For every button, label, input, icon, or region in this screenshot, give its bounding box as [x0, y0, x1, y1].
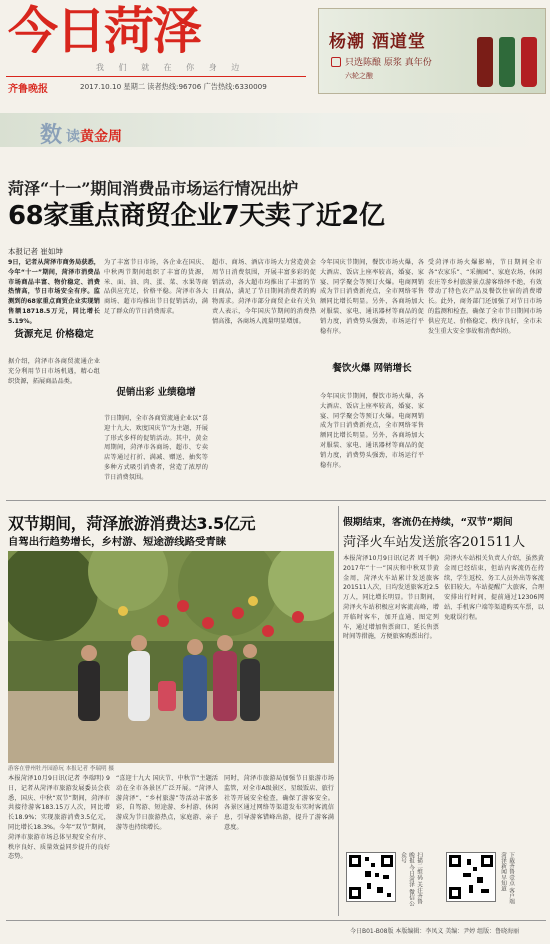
story1-col4a-text: 今年国庆节期间，餐饮市场火爆，各大酒店、饭店上座率较高，婚宴、家宴、同学聚会等预订火爆。电商网销成为节日消费新亮点，全市网络零售额同比增长明显。另外，各商场加大对服装、家电、通讯器材等商品的促销力度，消费势头强劲，市场运行平稳有序。: [320, 259, 424, 335]
ad-brand: 杨潮 酒道堂: [329, 32, 426, 52]
story2-photo-caption: 游客在曹州牡丹园游玩 本报记者 李瑞明 摄: [8, 766, 115, 772]
qr-code-icon: [347, 853, 395, 901]
story1-col5-text: 受菏泽市场火爆影响，节日期间全市各“农家乐”、“采摘园”、家庭农场、休闲农庄等乡村旅游景点游客络绎不绝，有效带动了特色农产品及餐饮住宿的消费增长。此外，商务部门还加强了对节日市场的监测和检查，确保了全市节日期间市场供应充足、价格稳定、秩序良好，全市未发生重大安全事故和消费纠纷。: [428, 259, 542, 335]
column-divider: [338, 506, 339, 916]
story1-heading-dine: 餐饮火爆 网销增长: [332, 363, 412, 374]
wine-bottle-icon: [521, 37, 537, 87]
section-banner-prefix: 读: [66, 129, 80, 145]
story1-col1-text: 据介绍，菏泽市各商贸流通企业充分利用节日市场机遇，精心组织货源，拓展商品品类。: [8, 358, 100, 385]
story1-heading-promo: 促销出彩 业绩稳增: [116, 387, 196, 398]
story2-subhead: 自驾出行趋势增长，乡村游、短途游线路受青睐: [8, 536, 227, 548]
story1-lead: [8, 258, 100, 326]
paper-name: 齐鲁晚报: [8, 84, 48, 95]
wine-bottle-icon: [477, 37, 493, 87]
story3-col2-text: 菏泽火车站相关负责人介绍，虽然黄金周已经结束，但站内客流仍在持续，学生返校、务工人员外出等客流依旧较大。车站提醒广大旅客，合理安排出行时间，提前通过12306网站、手机客户端等渠道购买车票，以免耽误行程。: [444, 555, 544, 621]
story2-col2-text: “喜迎十九大 国庆节、中秋节”主题活动在全市各景区广泛开展。“菏泽人游菏泽”、“乡村旅游”等活动丰富多彩，自驾游、短途游、乡村游、休闲游成为节日旅游热点，家庭游、亲子游等也持续增长。: [116, 775, 218, 831]
ad-slogan: 只选陈酿 原浆 真年份: [345, 58, 432, 68]
section-divider: [6, 500, 546, 501]
advertisement[interactable]: [318, 8, 546, 94]
story1-col2b-text: 节日期间，全市各商贸流通企业以“喜迎十九大、欢度国庆节”为主题，开展了形式多样的促销活动。其中，黄金周期间，菏泽市各商场、超市、专卖店等通过打折、满减、赠送、抽奖等多种方式吸引消费者，营造了浓厚的节日消费氛围。: [104, 415, 208, 481]
footer-divider: [6, 920, 546, 921]
section-banner-big-char: 数: [40, 122, 63, 148]
app-qr-code[interactable]: [446, 852, 496, 902]
section-banner-title: [66, 126, 122, 146]
story1-lead-text: 9日，记者从菏泽市商务局获悉，今年“十一”期间，菏泽市消费品市场商品丰富、物价稳定、消费热情高，节日市场安全有序。监测到的68家重点商贸企业实现销售额18718.5万元，同比增长5.19%。: [8, 259, 100, 325]
story3-headline: 菏泽火车站发送旅客201511人: [343, 535, 526, 550]
section-banner-name: 黄金周: [80, 129, 122, 145]
story1-subhead: 菏泽“十一”期间消费品市场运行情况出炉: [8, 179, 299, 198]
page-footer: 今日B01-B08版 本版编辑：李凤义 美编：尹婷 组版：鲁晓海丽: [350, 928, 520, 935]
story1-col2-text: 为了丰富节日市场，各企业在国庆、中秋两节期间组织了丰富的货源，米、面、油、肉、蛋、菜、水果等商品供应充足，价格平稳。菏泽市各大商场、超市均推出节日促销活动，满足了群众的节日消费需求。: [104, 259, 208, 315]
story1-col3-text: 超市、商场、酒店市场大力营造黄金周节日消费氛围，开展丰富多彩的促销活动，各大超市均推出了丰富的节日商品，满足了节日期间消费者的购物需求。菏泽市部分商贸企业有关负责人表示，今年国庆节期间的消费热情高涨，各商场人流量明显增加。: [212, 259, 316, 325]
wechat-qr-text: 扫描二维码 关注齐鲁晚报·今日菏泽 微信公众号: [400, 852, 422, 906]
story2-photo[interactable]: [8, 551, 334, 763]
story1-headline: 68家重点商贸企业7天卖了近2亿: [8, 201, 385, 231]
story2-headline: 双节期间，菏泽旅游消费达3.5亿元: [8, 514, 256, 533]
wine-bottle-icon: [499, 37, 515, 87]
story2-col1-text: 本报菏泽10月9日讯(记者 李瑞明) 9日，记者从菏泽市旅游发展委员会获悉，国庆、中秋“双节”期间，菏泽市共接待游客183.15万人次，同比增长18.9%；实现旅游消费3.5亿元，同比增长18.3%。今年“双节”期间，菏泽市旅游市场总体呈现安全有序、秩序良好、质量效益同步提升的良好态势。: [8, 775, 110, 861]
ad-tag: 六轮之酿: [345, 72, 373, 80]
issue-info: 2017.10.10 星期二 读者热线:96706 广告热线:6330009: [80, 82, 267, 91]
masthead-tagline: 我 们 就 在 你 身 边: [96, 63, 246, 72]
story2-col3-text: 同时，菏泽市旅游局加强节日旅游市场监管，对全市A级景区、星级饭店、旅行社等开展安全检查，确保了游客安全。各景区通过网络等渠道发布实时客流信息，引导游客错峰出游，提升了游客满意度。: [224, 775, 334, 831]
story1-heading-stable: 货源充足 价格稳定: [14, 329, 94, 340]
story1-col4b-text: 今年国庆节期间，餐饮市场火爆，各大酒店、饭店上座率较高，婚宴、家宴、同学聚会等预订火爆。电商网销成为节日消费新亮点，全市网络零售额同比增长明显。另外，各商场加大对服装、家电、通讯器材等商品的促销力度，消费势头强劲，市场运行平稳有序。: [320, 393, 424, 469]
tourists-photo-illustration: [8, 551, 334, 763]
masthead-divider: [6, 76, 306, 77]
wechat-qr-code[interactable]: [346, 852, 396, 902]
app-qr-text: 下载齐鲁壹点 客户端 菏泽新闻早知道: [500, 852, 514, 905]
masthead-title: 今日菏泽: [8, 1, 200, 60]
ad-seal-icon: [331, 57, 341, 67]
qr-code-icon: [447, 853, 495, 901]
story3-col1-text: 本报菏泽10月9日讯(记者 周千帆) 2017年“十一”国庆和中秋双节黄金周，菏泽火车站累计发送旅客201511人次，日均发送旅客近2.5万人，同比增长明显。节日期间，菏泽火车站积极应对客流高峰，增开临时客车，加开直通、图定列车，通过增加售票窗口、延长售票时间等措施，方便旅客购票出行。: [343, 555, 439, 641]
story3-kicker: 假期结束，客流仍在持续，“双节”期间: [343, 517, 513, 528]
story1-byline: 本报记者 崔如坤: [8, 247, 63, 256]
